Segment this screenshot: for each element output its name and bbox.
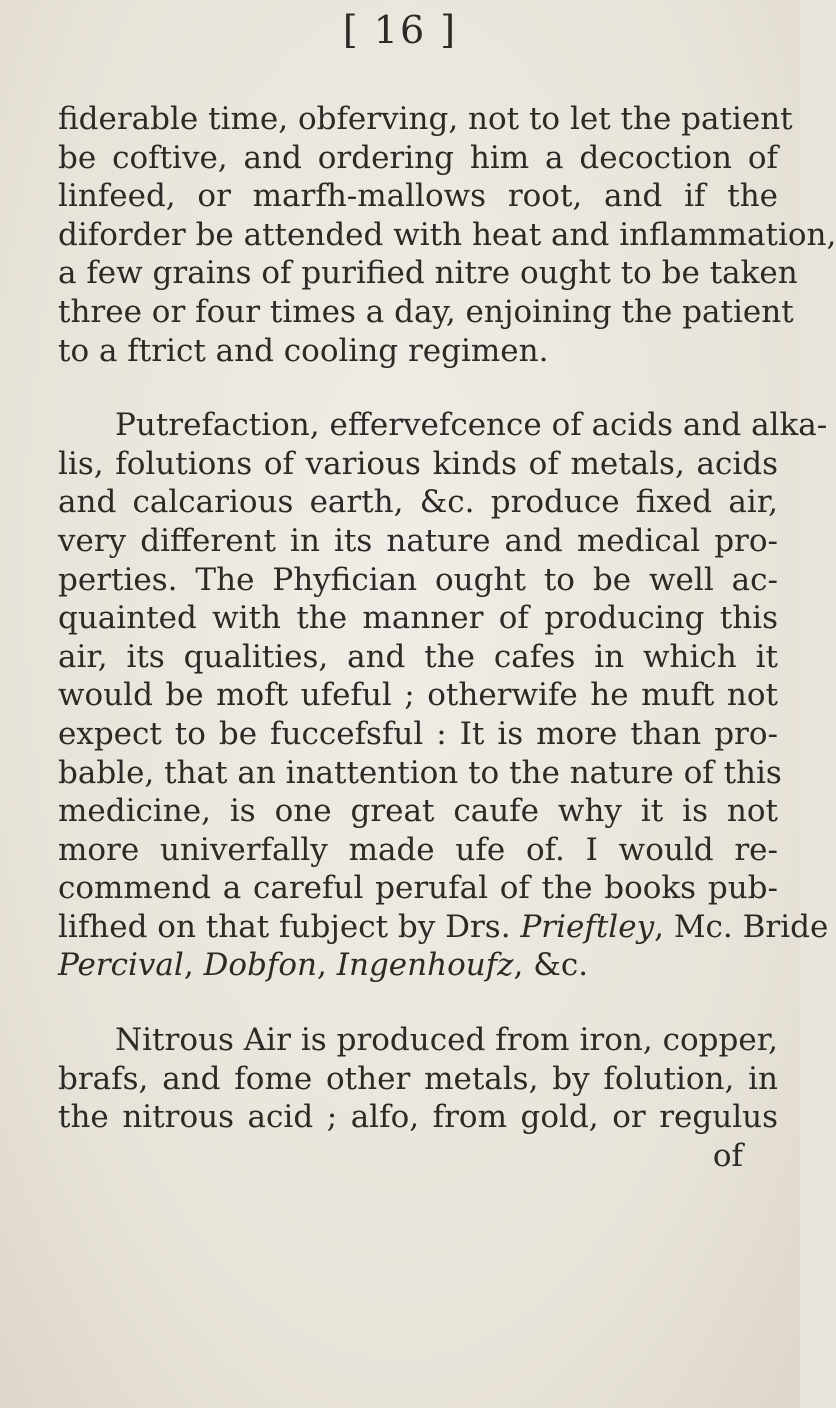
text-line: Nitrous Air is produced from iron, copper, (115, 1022, 778, 1059)
text-line: bable, that an inattention to the nature of this (58, 754, 782, 791)
text-line: quainted with the manner of producing this (58, 600, 778, 637)
catchword: of (712, 1137, 743, 1174)
text-line: more univerfally made ufe of. I would re- (58, 831, 778, 868)
author-name: Ingenhoufz (336, 947, 514, 984)
text-line: brafs, and fome other metals, by folution, in (58, 1060, 778, 1097)
text-line: air, its qualities, and the cafes in which it (58, 638, 778, 675)
author-name: Mc. Bride (673, 908, 829, 945)
text-line: expect to be fuccefsful : It is more than pro- (58, 715, 778, 752)
author-name: Prieftley (520, 908, 655, 945)
text-line: fiderable time, obferving, not to let the patient (58, 101, 793, 137)
author-name: Dobfon (203, 947, 318, 984)
text-line: Putrefaction, effervefcence of acids and alka- (115, 407, 828, 444)
text-line: to a ftrict and cooling regimen. (58, 332, 549, 369)
body-text (58, 100, 836, 1175)
paragraph-1 (58, 100, 836, 370)
text-line: the nitrous acid ; alfo, from gold, or regulus (58, 1099, 778, 1136)
paragraph-3 (58, 1021, 778, 1137)
text-line: a few grains of purified nitre ought to be taken (58, 255, 798, 292)
text-line: would be moft ufeful ; otherwife he muft not (58, 677, 778, 714)
text-line: linfeed, or marfh-mallows root, and if the (58, 178, 778, 215)
text-line: three or four times a day, enjoining the patient (58, 293, 794, 330)
text-line: commend a careful perufal of the books pub- (58, 870, 778, 907)
paragraph-2 (58, 406, 829, 985)
text-line: and calcarious earth, &c. produce fixed air, (58, 484, 778, 521)
author-name: Percival (58, 947, 184, 984)
text-line: lifhed on that fubject by Drs. Prieftley, Mc. Bride (58, 908, 829, 945)
text-line: medicine, is one great caufe why it is not (58, 793, 778, 830)
text-segment: &c. (533, 947, 589, 984)
text-line: diforder be attended with heat and inflammation, (58, 216, 836, 253)
text-line: perties. The Phyfician ought to be well ac- (58, 561, 778, 598)
page-number-header: [ 16 ] (342, 8, 458, 52)
text-line: lis, folutions of various kinds of metals, acids (58, 445, 778, 482)
text-line: Percival, Dobfon, Ingenhoufz, &c. (58, 947, 589, 984)
text-segment: lifhed on that fubject by Drs. (58, 908, 511, 945)
text-line: be coftive, and ordering him a decoction of (58, 139, 778, 176)
text-line: very different in its nature and medical pro- (58, 522, 778, 559)
